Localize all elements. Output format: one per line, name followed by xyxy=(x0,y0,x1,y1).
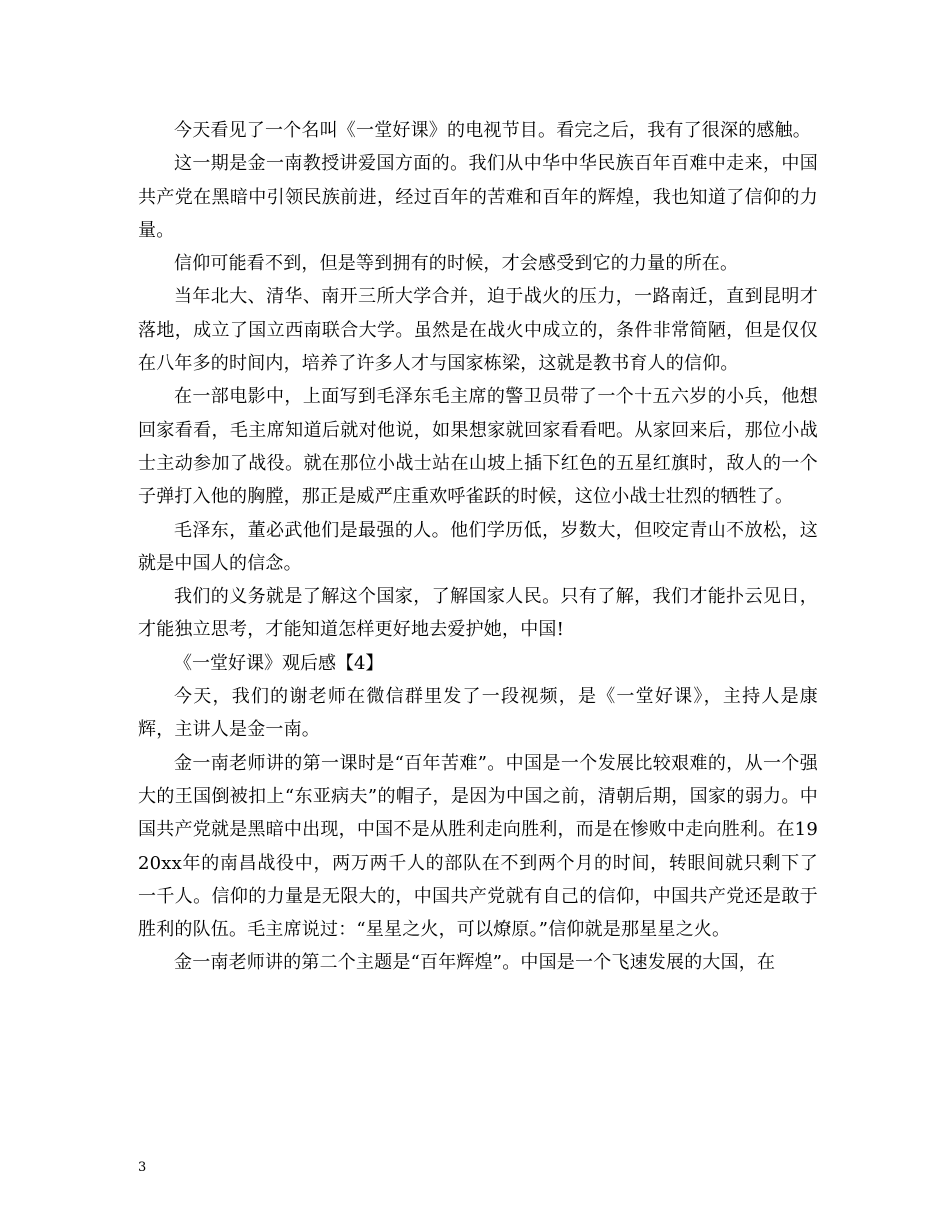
paragraph-5: 在一部电影中，上面写到毛泽东毛主席的警卫员带了一个十五六岁的小兵，他想回家看看，毛主席知道后就对他说，如果想家就回家看看吧。从家回来后，那位小战士主动参加了战役。就在那位小战士站在山坡上插下红色的五星红旗时，敌人的一个子弹打入他的胸膛，那正是威严庄重欢呼雀跃的时候，这位小战士壮烈的牺牲了。 xyxy=(138,386,818,508)
page-number: 3 xyxy=(138,1160,147,1175)
paragraph-4: 当年北大、清华、南开三所大学合并，迫于战火的压力，一路南迁，直到昆明才落地，成立了国立西南联合大学。虽然是在战火中成立的，条件非常简陋，但是仅仅在八年多的时间内，培养了许多人才与国家栋梁，这就是教书育人的信仰。 xyxy=(138,286,818,375)
section-heading: 《一堂好课》观后感【4】 xyxy=(174,652,384,674)
paragraph-3: 信仰可能看不到，但是等到拥有的时候，才会感受到它的力量的所在。 xyxy=(174,253,739,275)
paragraph-6: 毛泽东，董必武他们是最强的人。他们学历低，岁数大，但咬定青山不放松，这就是中国人的信念。 xyxy=(138,519,818,574)
paragraph-10: 金一南老师讲的第二个主题是“百年辉煌”。中国是一个飞速发展的大国，在 xyxy=(174,952,776,974)
paragraph-2: 这一期是金一南教授讲爱国方面的。我们从中华中华民族百年百难中走来，中国共产党在黑暗中引领民族前进，经过百年的苦难和百年的辉煌，我也知道了信仰的力量。 xyxy=(138,153,818,241)
paragraph-7: 我们的义务就是了解这个国家，了解国家人民。只有了解，我们才能扑云见日，才能独立思考，才能知道怎样更好地去爱护她，中国! xyxy=(138,586,818,641)
paragraph-9: 金一南老师讲的第一课时是“百年苦难”。中国是一个发展比较艰难的，从一个强大的王国倒被扣上“东亚病夫”的帽子，是因为中国之前，清朝后期，国家的弱力。中国共产党就是黑暗中出现，中国不是从胜利走向胜利，而是在惨败中走向胜利。在1920xx年的南昌战役中，两万两千人的部队在不到两个月的时间，转眼间就只剩下了一千人。信仰的力量是无限大的，中国共产党就有自己的信仰，中国共产党还是敢于胜利的队伍。毛主席说过：“星星之火，可以燎原。”信仰就是那星星之火。 xyxy=(138,752,818,941)
paragraph-8: 今天，我们的谢老师在微信群里发了一段视频，是《一堂好课》，主持人是康辉，主讲人是金一南。 xyxy=(138,686,818,741)
document-body xyxy=(138,114,818,980)
paragraph-1: 今天看见了一个名叫《一堂好课》的电视节目。看完之后，我有了很深的感触。 xyxy=(174,120,811,141)
